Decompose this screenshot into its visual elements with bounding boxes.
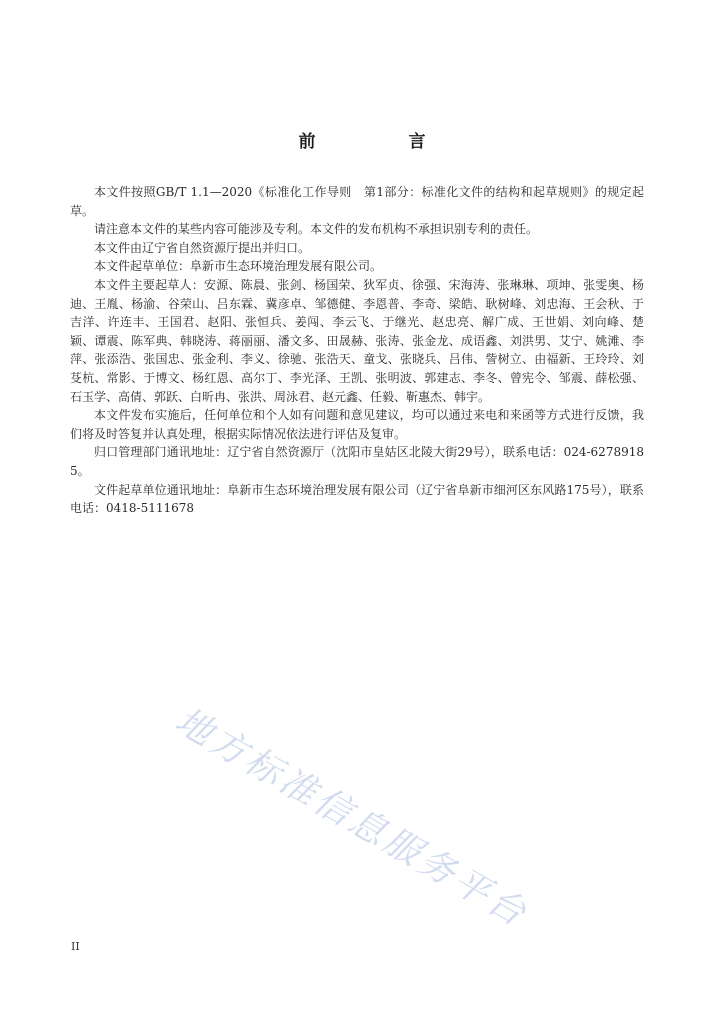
paragraph-drafter-contact: 文件起草单位通讯地址：阜新市生态环境治理发展有限公司（辽宁省阜新市细河区东风路175号），联系电话：0418-5111678 [70,482,644,516]
foreword-body [70,183,644,518]
page-number: II [71,940,80,953]
paragraph-drafters: 本文件主要起草人：安源、陈晨、张剑、杨国荣、狄军贞、徐强、宋海涛、张琳琳、项坤、张雯奥、杨迪、王胤、杨渝、谷荣山、吕东霖、冀彦卓、邹德健、李恩普、李奇、梁皓、耿树峰、刘忠海、王会秋、于吉洋、许连丰、王国君、赵阳、张恒兵、姜闯、李云飞、于继光、赵忠亮、解广成、王世娟、刘向峰、楚颖、谭震、陈军典、韩晓涛、蒋丽丽、潘文多、田晟赫、张涛、张金龙、成语鑫、刘洪男、艾宁、姚滩、李萍、张添浩、张国忠、张金利、李义、徐驰、张浩天、童戈、张晓兵、吕伟、訾树立、由福新、王玲玲、刘芟杭、常影、于博文、杨红恩、高尔丁、李光泽、王凯、张明波、郭建志、李冬、曾宪令、邹震、薛松强、石玉学、高倩、郭跃、白昕冉、张洪、周泳君、赵元鑫、任毅、靳惠杰、韩宇。 [70,277,644,404]
paragraph-drafting-unit: 本文件起草单位：阜新市生态环境治理发展有限公司。 [94,259,383,274]
paragraph-drafting-rules: 本文件按照GB/T 1.1—2020《标准化工作导则 第1部分：标准化文件的结构和起草规则》的规定起草。 [70,185,644,218]
watermark: 地方标准信息服务平台 [168,700,536,936]
paragraph-proposer: 本文件由辽宁省自然资源厅提出并归口。 [94,240,311,255]
paragraph-patent-notice: 请注意本文件的某些内容可能涉及专利。本文件的发布机构不承担识别专利的责任。 [94,222,539,237]
paragraph-authority-contact: 归口管理部门通讯地址：辽宁省自然资源厅（沈阳市皇姑区北陵大街29号），联系电话：024-62789185。 [70,445,644,478]
paragraph-feedback: 本文件发布实施后，任何单位和个人如有问题和意见建议，均可以通过来电和来函等方式进行反馈，我们将及时答复并认真处理，根据实际情况依法进行评估及复审。 [70,408,644,441]
page-title: 前 言 [298,132,464,152]
